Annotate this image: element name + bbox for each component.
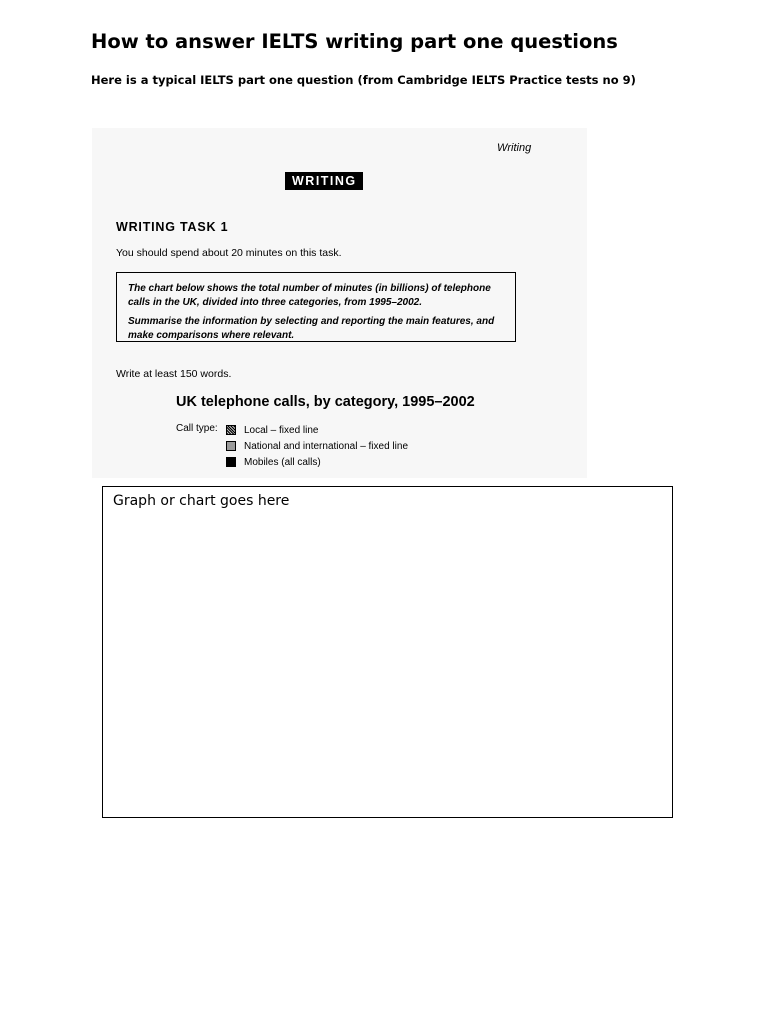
- legend-item-national: [226, 438, 408, 454]
- legend-item-mobiles: [226, 454, 408, 470]
- grey-swatch-icon: [226, 441, 236, 451]
- page-title: How to answer IELTS writing part one questions: [91, 30, 618, 53]
- prompt-paragraph-2: Summarise the information by selecting and reporting the main features, and make comparisons where relevant.: [128, 316, 495, 341]
- running-header: Writing: [497, 142, 532, 154]
- exam-question-scan: [92, 128, 587, 478]
- legend-item-label: National and international – fixed line: [244, 440, 408, 452]
- legend-item-local: [226, 422, 408, 438]
- section-label: WRITING: [285, 172, 363, 190]
- word-count-instruction: Write at least 150 words.: [116, 368, 232, 380]
- time-instruction: You should spend about 20 minutes on this task.: [116, 247, 342, 259]
- task-prompt-box: [116, 272, 516, 342]
- task-heading: WRITING TASK 1: [116, 220, 229, 234]
- legend-item-label: Mobiles (all calls): [244, 456, 321, 468]
- legend-item-label: Local – fixed line: [244, 424, 319, 436]
- legend: [226, 422, 408, 470]
- intro-text: Here is a typical IELTS part one question (from Cambridge IELTS Practice tests no 9): [91, 73, 636, 87]
- chart-title: UK telephone calls, by category, 1995–2002: [176, 394, 475, 410]
- placeholder-text: Graph or chart goes here: [113, 493, 290, 509]
- legend-label: Call type:: [176, 423, 218, 434]
- prompt-paragraph-1: The chart below shows the total number of minutes (in billions) of telephone calls in the UK, divided into three categories, from 1995–2002.: [128, 283, 491, 308]
- black-swatch-icon: [226, 457, 236, 467]
- hatched-swatch-icon: [226, 425, 236, 435]
- chart-placeholder-box: [102, 486, 673, 818]
